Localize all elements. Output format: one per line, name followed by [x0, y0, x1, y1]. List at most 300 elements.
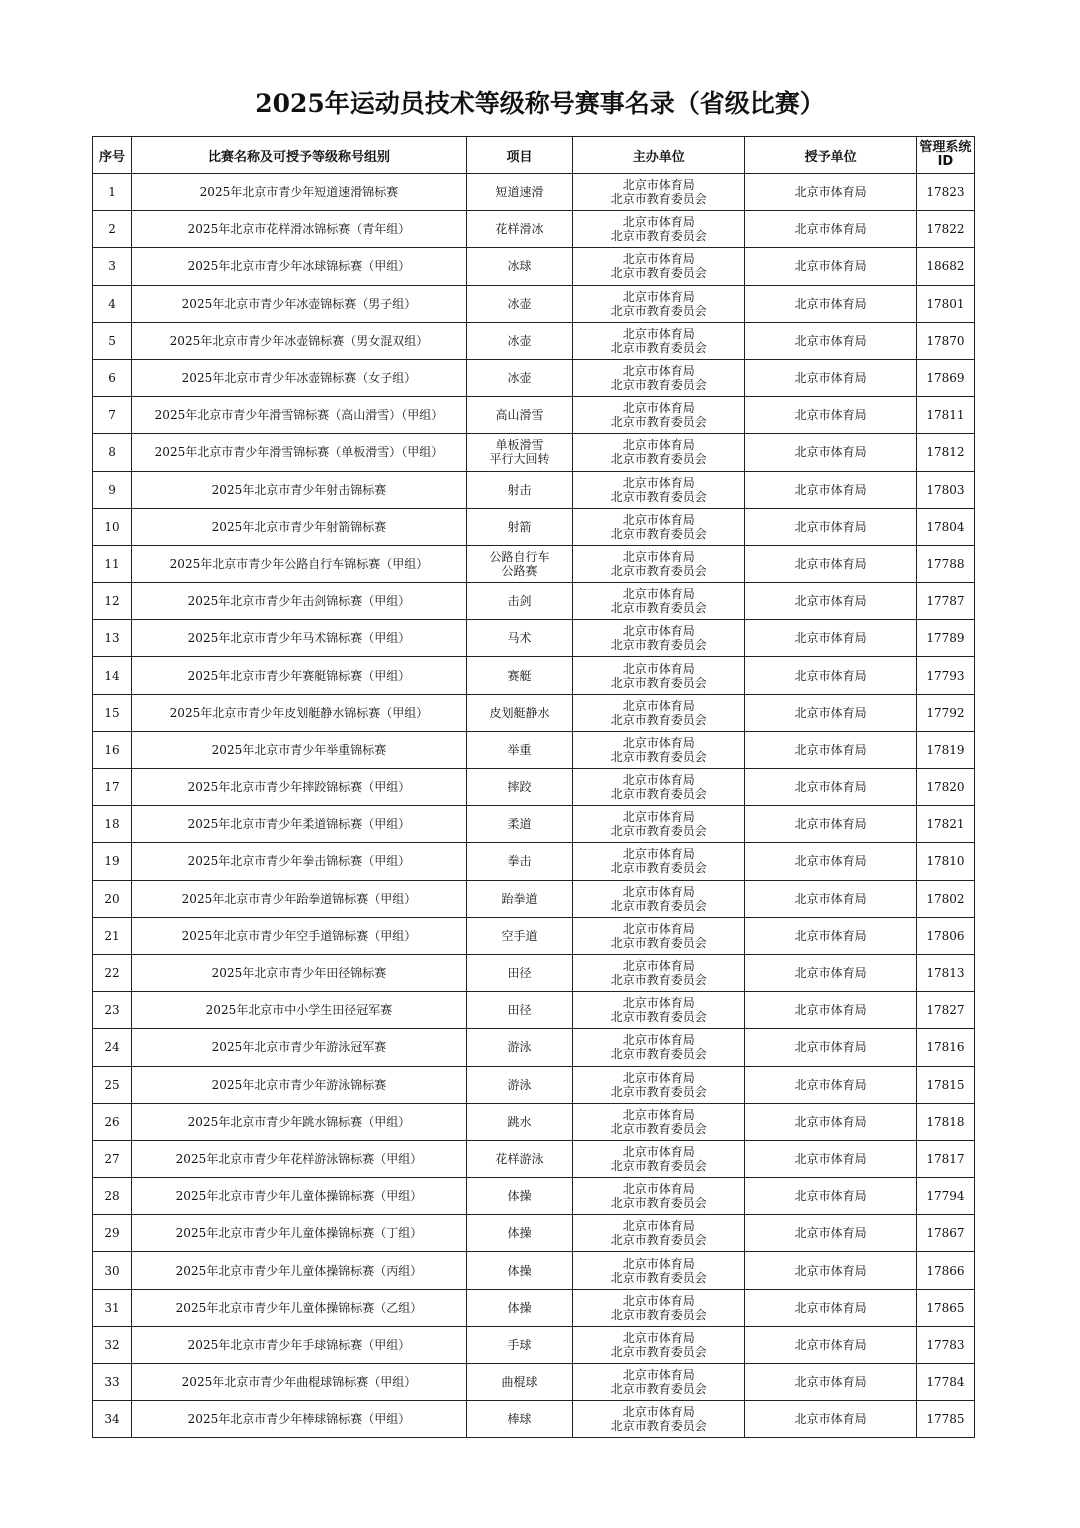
cell-grant: 北京市体育局	[745, 471, 916, 508]
cell-no: 13	[93, 620, 132, 657]
table-row	[93, 397, 975, 434]
cell-item	[466, 359, 572, 396]
table-row	[93, 583, 975, 620]
cell-item-line: 棒球	[507, 1412, 532, 1427]
cell-item	[466, 992, 572, 1029]
cell-host	[573, 174, 745, 211]
cell-item-line: 空手道	[501, 928, 538, 943]
cell-item	[466, 248, 572, 285]
cell-name: 2025年北京市青少年冰球锦标赛（甲组）	[132, 248, 467, 285]
cell-host	[573, 880, 745, 917]
cell-name: 2025年北京市中小学生田径冠军赛	[132, 992, 467, 1029]
cell-host-line: 北京市教育委员会	[610, 824, 707, 839]
cell-host-line: 北京市体育局	[622, 996, 695, 1011]
cell-host	[573, 322, 745, 359]
cell-no: 1	[93, 174, 132, 211]
cell-grant: 北京市体育局	[745, 211, 916, 248]
cell-host	[573, 248, 745, 285]
cell-no: 34	[93, 1401, 132, 1438]
cell-name: 2025年北京市青少年儿童体操锦标赛（乙组）	[132, 1289, 467, 1326]
cell-name: 2025年北京市青少年曲棍球锦标赛（甲组）	[132, 1364, 467, 1401]
cell-host	[573, 397, 745, 434]
cell-grant: 北京市体育局	[745, 285, 916, 322]
cell-host-line: 北京市教育委员会	[610, 526, 707, 541]
cell-item	[466, 1401, 572, 1438]
cell-name: 2025年北京市青少年田径锦标赛	[132, 954, 467, 991]
cell-item	[466, 322, 572, 359]
cell-item	[466, 211, 572, 248]
table-row	[93, 954, 975, 991]
cell-item	[466, 620, 572, 657]
cell-host	[573, 434, 745, 471]
cell-name: 2025年北京市青少年射击锦标赛	[132, 471, 467, 508]
cell-host-line: 北京市体育局	[622, 1293, 695, 1308]
cell-host-line: 北京市体育局	[622, 959, 695, 974]
cell-item-line: 短道速滑	[495, 185, 544, 200]
cell-item	[466, 694, 572, 731]
cell-no: 10	[93, 508, 132, 545]
cell-grant: 北京市体育局	[745, 1364, 916, 1401]
cell-no: 23	[93, 992, 132, 1029]
cell-grant: 北京市体育局	[745, 1140, 916, 1177]
cell-host-line: 北京市体育局	[622, 1033, 695, 1048]
cell-name: 2025年北京市青少年柔道锦标赛（甲组）	[132, 806, 467, 843]
cell-host-line: 北京市教育委员会	[610, 563, 707, 578]
cell-host-line: 北京市体育局	[622, 698, 695, 713]
cell-item	[466, 657, 572, 694]
cell-item	[466, 397, 572, 434]
cell-host	[573, 471, 745, 508]
cell-grant: 北京市体育局	[745, 359, 916, 396]
cell-id: 17794	[916, 1178, 974, 1215]
cell-grant: 北京市体育局	[745, 1103, 916, 1140]
cell-grant: 北京市体育局	[745, 917, 916, 954]
cell-no: 32	[93, 1326, 132, 1363]
cell-host	[573, 620, 745, 657]
cell-grant: 北京市体育局	[745, 657, 916, 694]
cell-host-line: 北京市教育委员会	[610, 1196, 707, 1211]
cell-host-line: 北京市体育局	[622, 587, 695, 602]
cell-item-line: 体操	[507, 1226, 532, 1241]
cell-item	[466, 285, 572, 322]
cell-item-line: 跳水	[507, 1114, 532, 1129]
cell-id: 17788	[916, 545, 974, 582]
cell-id: 17820	[916, 769, 974, 806]
cell-grant: 北京市体育局	[745, 397, 916, 434]
cell-no: 12	[93, 583, 132, 620]
cell-no: 26	[93, 1103, 132, 1140]
cell-item	[466, 1215, 572, 1252]
cell-item-line: 花样滑冰	[495, 222, 544, 237]
cell-host-line: 北京市教育委员会	[610, 266, 707, 281]
cell-name: 2025年北京市青少年游泳冠军赛	[132, 1029, 467, 1066]
table-row	[93, 843, 975, 880]
cell-grant: 北京市体育局	[745, 1326, 916, 1363]
cell-name: 2025年北京市青少年拳击锦标赛（甲组）	[132, 843, 467, 880]
cell-item	[466, 917, 572, 954]
cell-host	[573, 359, 745, 396]
cell-item	[466, 843, 572, 880]
cell-host-line: 北京市体育局	[622, 1144, 695, 1159]
cell-host	[573, 1066, 745, 1103]
cell-item	[466, 769, 572, 806]
cell-item	[466, 434, 572, 471]
table-row	[93, 1215, 975, 1252]
cell-name: 2025年北京市青少年冰壶锦标赛（男女混双组）	[132, 322, 467, 359]
cell-id: 17812	[916, 434, 974, 471]
cell-no: 29	[93, 1215, 132, 1252]
cell-host-line: 北京市教育委员会	[610, 601, 707, 616]
cell-grant: 北京市体育局	[745, 1178, 916, 1215]
cell-host-line: 北京市教育委员会	[610, 1121, 707, 1136]
cell-host-line: 北京市教育委员会	[610, 229, 707, 244]
table-row	[93, 620, 975, 657]
table-row	[93, 1066, 975, 1103]
header-name: 比赛名称及可授予等级称号组别	[132, 137, 467, 174]
cell-host-line: 北京市教育委员会	[610, 1270, 707, 1285]
cell-id: 17784	[916, 1364, 974, 1401]
cell-grant: 北京市体育局	[745, 1029, 916, 1066]
cell-host-line: 北京市教育委员会	[610, 973, 707, 988]
cell-host-line: 北京市体育局	[622, 475, 695, 490]
cell-host-line: 北京市体育局	[622, 1330, 695, 1345]
table-row	[93, 174, 975, 211]
cell-no: 20	[93, 880, 132, 917]
table-row	[93, 322, 975, 359]
cell-name: 2025年北京市青少年短道速滑锦标赛	[132, 174, 467, 211]
cell-grant: 北京市体育局	[745, 694, 916, 731]
cell-name: 2025年北京市青少年儿童体操锦标赛（丁组）	[132, 1215, 467, 1252]
cell-host-line: 北京市体育局	[622, 847, 695, 862]
cell-host-line: 北京市体育局	[622, 215, 695, 230]
cell-host	[573, 917, 745, 954]
cell-host-line: 北京市教育委员会	[610, 340, 707, 355]
cell-name: 2025年北京市青少年空手道锦标赛（甲组）	[132, 917, 467, 954]
cell-item	[466, 806, 572, 843]
cell-host-line: 北京市体育局	[622, 326, 695, 341]
cell-item-line: 皮划艇静水	[489, 705, 550, 720]
cell-no: 5	[93, 322, 132, 359]
cell-item	[466, 471, 572, 508]
cell-no: 6	[93, 359, 132, 396]
cell-host-line: 北京市教育委员会	[610, 192, 707, 207]
cell-item	[466, 1066, 572, 1103]
cell-item-line: 柔道	[507, 817, 532, 832]
table-row	[93, 694, 975, 731]
cell-host-line: 北京市体育局	[622, 1182, 695, 1197]
cell-host	[573, 1103, 745, 1140]
cell-host-line: 北京市体育局	[622, 921, 695, 936]
cell-no: 9	[93, 471, 132, 508]
cell-grant: 北京市体育局	[745, 1252, 916, 1289]
cell-no: 14	[93, 657, 132, 694]
cell-id: 17802	[916, 880, 974, 917]
cell-item-line: 公路自行车	[489, 549, 550, 564]
cell-host-line: 北京市体育局	[622, 1107, 695, 1122]
cell-id: 17818	[916, 1103, 974, 1140]
cell-name: 2025年北京市青少年皮划艇静水锦标赛（甲组）	[132, 694, 467, 731]
cell-host-line: 北京市教育委员会	[610, 1084, 707, 1099]
cell-host	[573, 1178, 745, 1215]
cell-item-line: 田径	[507, 966, 532, 981]
cell-name: 2025年北京市花样滑冰锦标赛（青年组）	[132, 211, 467, 248]
cell-no: 33	[93, 1364, 132, 1401]
cell-item-line: 花样游泳	[495, 1151, 544, 1166]
cell-grant: 北京市体育局	[745, 434, 916, 471]
cell-id: 18682	[916, 248, 974, 285]
cell-id: 17869	[916, 359, 974, 396]
table-row	[93, 731, 975, 768]
cell-item-line: 拳击	[507, 854, 532, 869]
cell-host	[573, 954, 745, 991]
cell-grant: 北京市体育局	[745, 248, 916, 285]
cell-host-line: 北京市体育局	[622, 401, 695, 416]
cell-host	[573, 992, 745, 1029]
cell-name: 2025年北京市青少年棒球锦标赛（甲组）	[132, 1401, 467, 1438]
cell-no: 28	[93, 1178, 132, 1215]
cell-no: 8	[93, 434, 132, 471]
cell-host	[573, 843, 745, 880]
table-row	[93, 1178, 975, 1215]
cell-host-line: 北京市体育局	[622, 884, 695, 899]
cell-id: 17867	[916, 1215, 974, 1252]
cell-id: 17806	[916, 917, 974, 954]
cell-grant: 北京市体育局	[745, 1215, 916, 1252]
cell-id: 17822	[916, 211, 974, 248]
cell-item-line: 体操	[507, 1263, 532, 1278]
cell-id: 17865	[916, 1289, 974, 1326]
cell-name: 2025年北京市青少年举重锦标赛	[132, 731, 467, 768]
cell-id: 17804	[916, 508, 974, 545]
cell-no: 17	[93, 769, 132, 806]
cell-item	[466, 583, 572, 620]
header-id-line1: 管理系统	[919, 140, 972, 155]
cell-item-line: 冰壶	[507, 296, 532, 311]
cell-host-line: 北京市体育局	[622, 252, 695, 267]
cell-name: 2025年北京市青少年公路自行车锦标赛（甲组）	[132, 545, 467, 582]
cell-no: 27	[93, 1140, 132, 1177]
cell-name: 2025年北京市青少年儿童体操锦标赛（甲组）	[132, 1178, 467, 1215]
table-row	[93, 1326, 975, 1363]
cell-grant: 北京市体育局	[745, 769, 916, 806]
cell-grant: 北京市体育局	[745, 322, 916, 359]
cell-id: 17785	[916, 1401, 974, 1438]
cell-item	[466, 954, 572, 991]
cell-host-line: 北京市教育委员会	[610, 898, 707, 913]
cell-id: 17811	[916, 397, 974, 434]
cell-no: 4	[93, 285, 132, 322]
cell-name: 2025年北京市青少年射箭锦标赛	[132, 508, 467, 545]
cell-host	[573, 1401, 745, 1438]
cell-host	[573, 806, 745, 843]
table-row	[93, 211, 975, 248]
cell-item-line: 冰壶	[507, 371, 532, 386]
cell-item-line: 摔跤	[507, 780, 532, 795]
table-row	[93, 1029, 975, 1066]
cell-host-line: 北京市教育委员会	[610, 1344, 707, 1359]
cell-item	[466, 508, 572, 545]
cell-id: 17866	[916, 1252, 974, 1289]
cell-name: 2025年北京市青少年摔跤锦标赛（甲组）	[132, 769, 467, 806]
cell-grant: 北京市体育局	[745, 508, 916, 545]
cell-item-line: 游泳	[507, 1077, 532, 1092]
cell-host-line: 北京市教育委员会	[610, 489, 707, 504]
cell-item	[466, 731, 572, 768]
cell-grant: 北京市体育局	[745, 880, 916, 917]
table-row	[93, 508, 975, 545]
cell-host-line: 北京市体育局	[622, 1368, 695, 1383]
cell-host	[573, 1326, 745, 1363]
cell-id: 17792	[916, 694, 974, 731]
cell-grant: 北京市体育局	[745, 954, 916, 991]
cell-id: 17789	[916, 620, 974, 657]
cell-host-line: 北京市教育委员会	[610, 1010, 707, 1025]
cell-name: 2025年北京市青少年滑雪锦标赛（高山滑雪）（甲组）	[132, 397, 467, 434]
cell-id: 17793	[916, 657, 974, 694]
cell-no: 31	[93, 1289, 132, 1326]
cell-host-line: 北京市教育委员会	[610, 935, 707, 950]
cell-host-line: 北京市体育局	[622, 773, 695, 788]
cell-host-line: 北京市体育局	[622, 178, 695, 193]
table-row	[93, 1252, 975, 1289]
header-host: 主办单位	[573, 137, 745, 174]
cell-item	[466, 1029, 572, 1066]
cell-name: 2025年北京市青少年儿童体操锦标赛（丙组）	[132, 1252, 467, 1289]
cell-host-line: 北京市体育局	[622, 1070, 695, 1085]
cell-item-line: 跆拳道	[501, 891, 538, 906]
cell-grant: 北京市体育局	[745, 806, 916, 843]
table-header-row	[93, 137, 975, 174]
cell-host	[573, 694, 745, 731]
cell-host-line: 北京市教育委员会	[610, 415, 707, 430]
cell-id: 17815	[916, 1066, 974, 1103]
cell-item	[466, 880, 572, 917]
cell-no: 2	[93, 211, 132, 248]
cell-host-line: 北京市体育局	[622, 661, 695, 676]
table-row	[93, 285, 975, 322]
cell-host-line: 北京市教育委员会	[610, 1233, 707, 1248]
cell-id: 17823	[916, 174, 974, 211]
cell-id: 17787	[916, 583, 974, 620]
cell-id: 17810	[916, 843, 974, 880]
cell-grant: 北京市体育局	[745, 843, 916, 880]
cell-name: 2025年北京市青少年击剑锦标赛（甲组）	[132, 583, 467, 620]
table-row	[93, 1140, 975, 1177]
cell-host-line: 北京市教育委员会	[610, 1158, 707, 1173]
cell-host-line: 北京市教育委员会	[610, 378, 707, 393]
cell-id: 17821	[916, 806, 974, 843]
cell-host-line: 北京市教育委员会	[610, 303, 707, 318]
cell-item-line: 射击	[507, 482, 532, 497]
table-row	[93, 1401, 975, 1438]
cell-item-line: 击剑	[507, 594, 532, 609]
cell-item	[466, 1178, 572, 1215]
cell-host-line: 北京市教育委员会	[610, 1307, 707, 1322]
cell-host-line: 北京市教育委员会	[610, 787, 707, 802]
cell-id: 17783	[916, 1326, 974, 1363]
table-row	[93, 657, 975, 694]
table-row	[93, 806, 975, 843]
cell-item	[466, 1326, 572, 1363]
table-row	[93, 359, 975, 396]
cell-no: 22	[93, 954, 132, 991]
cell-host	[573, 583, 745, 620]
cell-grant: 北京市体育局	[745, 731, 916, 768]
cell-host	[573, 657, 745, 694]
cell-id: 17816	[916, 1029, 974, 1066]
cell-grant: 北京市体育局	[745, 1401, 916, 1438]
cell-name: 2025年北京市青少年滑雪锦标赛（单板滑雪）（甲组）	[132, 434, 467, 471]
cell-host	[573, 1140, 745, 1177]
cell-host-line: 北京市体育局	[622, 624, 695, 639]
table-row	[93, 992, 975, 1029]
cell-host	[573, 769, 745, 806]
cell-item-line: 举重	[507, 742, 532, 757]
table-body	[93, 174, 975, 1438]
table-row	[93, 1364, 975, 1401]
cell-name: 2025年北京市青少年冰壶锦标赛（男子组）	[132, 285, 467, 322]
cell-name: 2025年北京市青少年跆拳道锦标赛（甲组）	[132, 880, 467, 917]
cell-item	[466, 174, 572, 211]
cell-host-line: 北京市教育委员会	[610, 712, 707, 727]
cell-id: 17801	[916, 285, 974, 322]
cell-item	[466, 1289, 572, 1326]
cell-item-line: 射箭	[507, 519, 532, 534]
events-table	[92, 136, 975, 1438]
cell-host	[573, 731, 745, 768]
cell-host-line: 北京市教育委员会	[610, 1382, 707, 1397]
cell-id: 17819	[916, 731, 974, 768]
cell-item-line: 单板滑雪	[495, 438, 544, 453]
table-row	[93, 769, 975, 806]
cell-item	[466, 1364, 572, 1401]
header-no: 序号	[93, 137, 132, 174]
cell-no: 3	[93, 248, 132, 285]
cell-host-line: 北京市教育委员会	[610, 638, 707, 653]
cell-item-line: 体操	[507, 1300, 532, 1315]
cell-no: 18	[93, 806, 132, 843]
cell-name: 2025年北京市青少年跳水锦标赛（甲组）	[132, 1103, 467, 1140]
header-item: 项目	[466, 137, 572, 174]
cell-item	[466, 1252, 572, 1289]
cell-no: 11	[93, 545, 132, 582]
cell-grant: 北京市体育局	[745, 583, 916, 620]
cell-host	[573, 1364, 745, 1401]
cell-host	[573, 1289, 745, 1326]
cell-item	[466, 1140, 572, 1177]
cell-id: 17803	[916, 471, 974, 508]
table-row	[93, 917, 975, 954]
cell-no: 15	[93, 694, 132, 731]
cell-no: 7	[93, 397, 132, 434]
cell-host	[573, 1029, 745, 1066]
cell-item-line: 平行大回转	[489, 452, 550, 467]
cell-name: 2025年北京市青少年赛艇锦标赛（甲组）	[132, 657, 467, 694]
table-row	[93, 471, 975, 508]
cell-host-line: 北京市体育局	[622, 364, 695, 379]
cell-host-line: 北京市体育局	[622, 810, 695, 825]
cell-host-line: 北京市体育局	[622, 549, 695, 564]
cell-item	[466, 1103, 572, 1140]
cell-no: 30	[93, 1252, 132, 1289]
cell-name: 2025年北京市青少年马术锦标赛（甲组）	[132, 620, 467, 657]
cell-no: 19	[93, 843, 132, 880]
table-row	[93, 1103, 975, 1140]
header-id	[916, 137, 974, 174]
cell-item-line: 冰球	[507, 259, 532, 274]
cell-grant: 北京市体育局	[745, 174, 916, 211]
cell-name: 2025年北京市青少年游泳锦标赛	[132, 1066, 467, 1103]
